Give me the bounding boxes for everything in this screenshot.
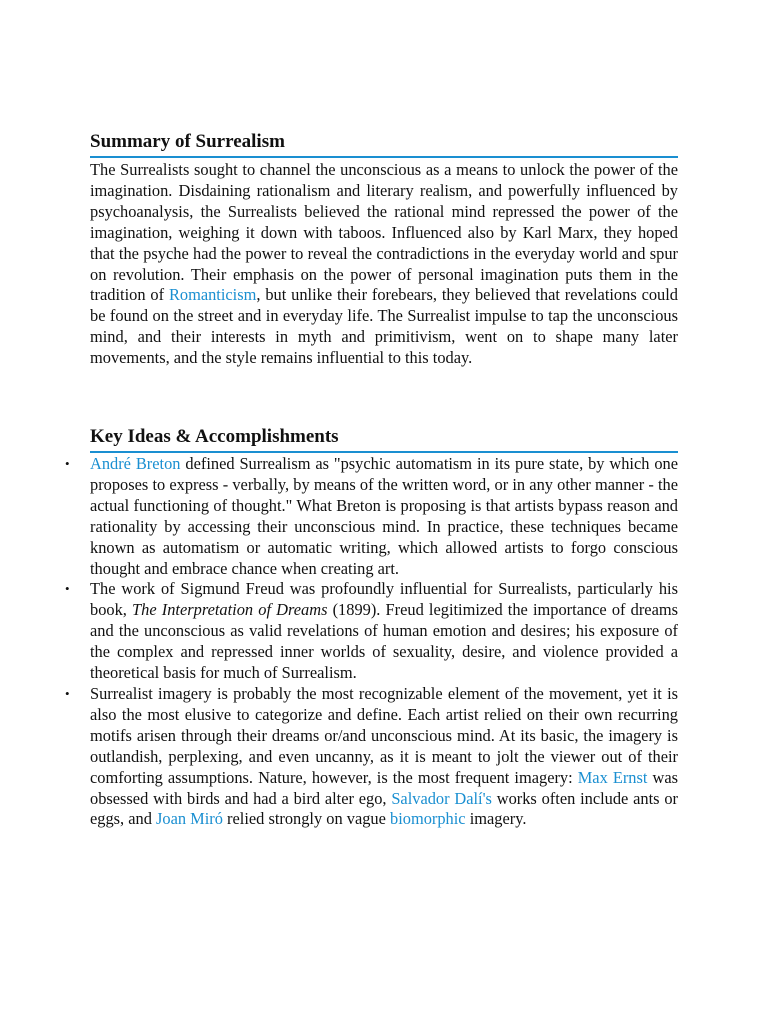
summary-paragraph [90, 160, 678, 369]
item3-text-4: relied strongly on vague [222, 809, 391, 829]
key-ideas-heading: Key Ideas & Accomplishments [90, 425, 678, 453]
item2-text-2: (1899). Freud legitimized the importance of dreams and the unconscious as valid revelations of human emotion and desires; his exposure of the complex and repressed inner worlds of sexuality, desire, and violence provided a theoretical basis for much of Surrealism. [90, 600, 678, 683]
joan-miro-link[interactable]: Joan Miró [156, 809, 223, 829]
item3-text-3: works often include ants or eggs, and [90, 788, 678, 829]
bullet-icon: • [65, 581, 70, 597]
romanticism-link[interactable]: Romanticism [168, 285, 257, 305]
andre-breton-link[interactable]: André Breton [90, 454, 181, 473]
summary-heading: Summary of Surrealism [90, 130, 678, 158]
list-item [65, 579, 678, 684]
item3-text-2: was obsessed with birds and had a bird alter ego, [90, 767, 678, 808]
key-ideas-list [65, 454, 678, 830]
biomorphic-link[interactable]: biomorphic [390, 809, 466, 829]
salvador-dali-link[interactable]: Salvador Dalí's [391, 788, 492, 808]
item3-text-5: imagery. [465, 809, 527, 829]
bullet-icon: • [65, 456, 70, 471]
max-ernst-link[interactable]: Max Ernst [577, 767, 648, 787]
list-item [65, 683, 678, 830]
list-item [65, 454, 678, 579]
summary-text-1: The Surrealists sought to channel the unconscious as a means to unlock the power of the imagination. Disdaining rationalism and literary realism, and powerfully influenced by psychoanalysis, the Surrealists believed the rational mind repressed the power of the imagination, weighing it down with taboos. Influenced also by Karl Marx, they hoped that the psyche had the power to reveal the contradictions in the everyday world and spur on revolution. Their emphasis on the power of personal imagination puts them in the tradition of [90, 160, 678, 305]
item1-text: defined Surrealism as "psychic automatism in its pure state, by which one proposes to express - verbally, by means of the written word, or in any other manner - the actual functioning of thought." What Breton is proposing is that artists bypass reason and rationality by accessing their unconscious mind. In practice, these techniques became known as automatism or automatic writing, which allowed artists to forgo conscious thought and embrace chance when creating art. [90, 454, 678, 578]
book-title: The Interpretation of Dreams [132, 600, 328, 620]
summary-text-2: , but unlike their forebears, they believed that revelations could be found on the street and in everyday life. The Surrealist impulse to tap the unconscious mind, and their interests in myth and primitivism, went on to shape many later movements, and the style remains influential to this today. [90, 285, 678, 368]
item3-text-1: Surrealist imagery is probably the most recognizable element of the movement, yet it is also the most elusive to categorize and define. Each artist relied on their own recurring motifs arisen through their dreams or/and unconscious mind. At its basic, the imagery is outlandish, perplexing, and even uncanny, as it is meant to jolt the viewer out of their comforting assumptions. Nature, however, is the most frequent imagery: [90, 683, 678, 787]
item2-text-1: The work of Sigmund Freud was profoundly influential for Surrealists, particularly his book, [90, 579, 678, 620]
bullet-icon: • [65, 685, 70, 701]
